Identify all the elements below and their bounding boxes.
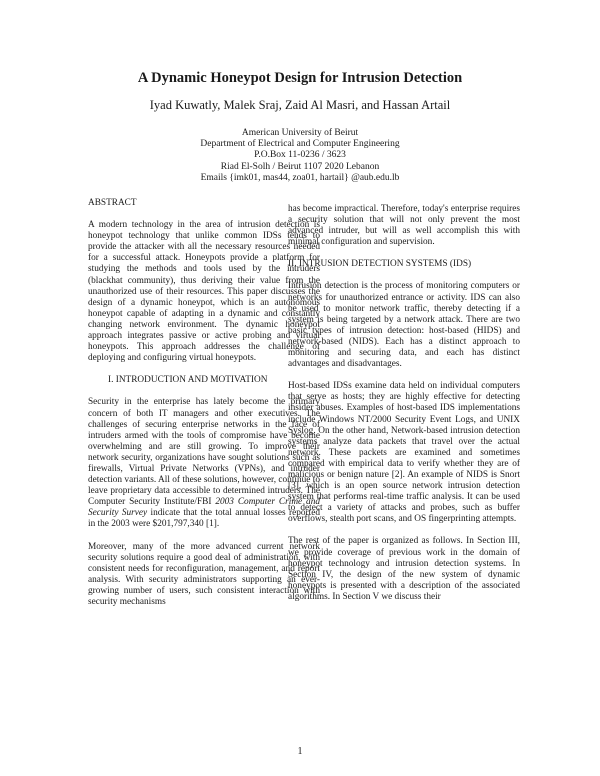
abstract-heading: ABSTRACT	[88, 198, 137, 208]
affiliation-address: Riad El-Solh / Beirut 1107 2020 Lebanon	[220, 161, 380, 172]
right-column-continuation: has become impractical. Therefore, today's enterprise requires a security solution that will not only prevent the most advanced intruder, but will as well accomplish this with minimal configuration and supervision.	[288, 204, 520, 248]
section-1-p1-text-a: Security in the enterprise has lately become the primary concern of both IT managers and other executives. The challenges of securing enterprise networks in the face of intruders armed with the tools of compromise have become overwhelming and are still growing. To improve their network security, organizations have sought solutions such as firewalls, Virtual Private Networks (VPNs), and intruder detection variants. All of these solutions, however, continue to leave proprietary data accessible to determined intruders. The Computer Security Institute/FBI	[88, 397, 320, 508]
right-column	[288, 204, 520, 614]
left-column	[88, 198, 320, 619]
section-1-paragraph-2: Moreover, many of the more advanced current network security solutions require a good deal of administration, with consistent needs for reconfiguration, management, and report analysis. With security administrators supporting an ever-growing number of users, such consistent interaction with security mechanisms	[88, 541, 320, 607]
section-1-p1-text-b: indicate that the total annual losses reported in the 2003 were $201,797,340 [1].	[88, 508, 320, 530]
affiliation-pobox: P.O.Box 11-0236 / 3623	[254, 150, 346, 161]
section-2-paragraph-3: The rest of the paper is organized as follows. In Section III, we provide coverage of previous work in the domain of honeypot technology and intrusion detection systems. In Section IV, the design of the new system of dynamic honeypots is presented with a description of the associated algorithms. In Section V we discuss their	[288, 536, 520, 602]
paper-title: A Dynamic Honeypot Design for Intrusion Detection	[137, 70, 463, 86]
section-2-paragraph-2: Host-based IDSs examine data held on individual computers that serve as hosts; they are highly effective for detecting insider abuses. Examples of host-based IDS implementations include Windows NT/2000 Security Event Logs, and UNIX Syslog. On the other hand, Network-based intrusion detection systems analyze data packets that travel over the actual network. These packets are examined and sometimes compared with empirical data to verify whether they are of malicious or benign nature [2]. An example of NIDS is Snort [3], which is an open source network intrusion detection system that performs real-time traffic analysis. It can be used to detect a variety of attacks and probes, such as buffer overflows, stealth port scans, and OS fingerprinting attempts.	[288, 381, 520, 525]
section-2-paragraph-1: Intrusion detection is the process of monitoring computers or networks for unauthorized entrance or activity. IDS can also be used to monitor network traffic, thereby detecting if a system is being targeted by a network attack. There are two basic types of intrusion detection: host-based (HIDS) and network-based (NIDS). Each has a distinct approach to monitoring and securing data, and each has distinct advantages and disadvantages.	[288, 281, 520, 370]
affiliation-department: Department of Electrical and Computer Engineering	[200, 139, 400, 150]
affiliation-emails: Emails {imk01, mas44, zoa01, hartail} @aub.edu.lb	[200, 172, 400, 183]
section-1-paragraph-1	[88, 397, 320, 530]
section-1-heading: I. INTRODUCTION AND MOTIVATION	[108, 375, 268, 386]
affiliation-block	[0, 128, 600, 184]
section-2-heading: II. INTRUSION DETECTION SYSTEMS (IDS)	[288, 259, 472, 270]
survey-title: 2003 Computer Crime and Security Survey	[88, 497, 320, 519]
abstract-text: A modern technology in the area of intrusion detection is honeypot technology that unlike common IDSs tends to provide the attacker with all the necessary resources needed for a successful attack. Honeypots provide a platform for studying the methods and tools used by the intruders (blackhat community), thus deriving their value from the unauthorized use of their resources. This paper discusses the design of a dynamic honeypot, which is an autonomous honeypot capable of adapting in a dynamic and constantly changing network environment. The dynamic honeypot approach integrates passive or active probing and virtual honeypots. This approach addresses the challenge of deploying and configuring virtual honeypots.	[88, 220, 320, 364]
author-list: Iyad Kuwatly, Malek Sraj, Zaid Al Masri, and Hassan Artail	[149, 98, 451, 112]
affiliation-university: American University of Beirut	[241, 128, 359, 138]
page-number: 1	[297, 746, 303, 757]
